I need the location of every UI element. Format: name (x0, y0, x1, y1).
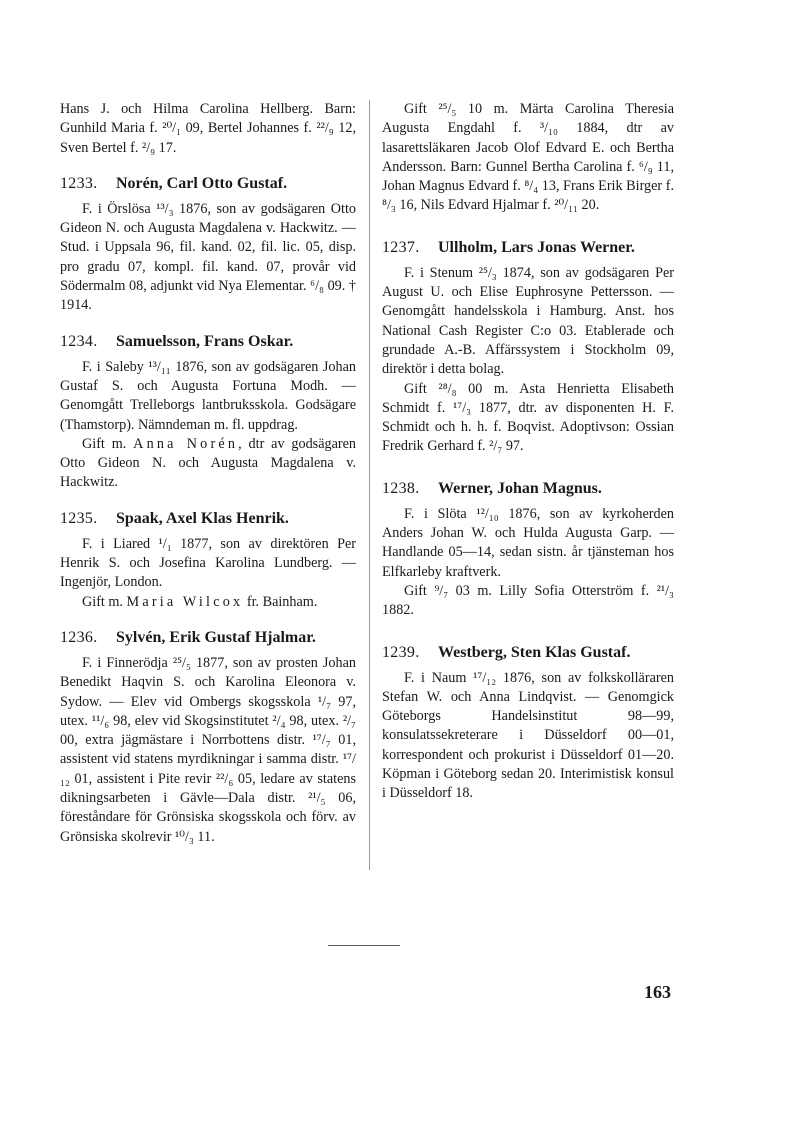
entry-paragraph: F. i Saleby ¹³/₁₁ 1876, son av godsägaren Johan Gustaf S. och Augusta Fortuna Modh. — Genomgått Trelleborgs lantbruksskola. Godsägare (Thamstorp). Nämndeman m. fl. uppdrag. (60, 358, 356, 433)
continued-entry-text: Hans J. och Hilma Carolina Hellberg. Barn: Gunhild Maria f. ²⁰/₁ 09, Bertel Johannes f. ²²/₉ 12, Sven Bertel f. ²/₉ 17. (60, 101, 356, 156)
entry-1236 (60, 628, 356, 847)
entry-name: Westberg, Sten Klas Gustaf. (438, 643, 631, 661)
entry-number: 1233. (60, 174, 98, 192)
marriage-prefix: Gift m. (82, 435, 134, 452)
entry-heading (60, 174, 356, 194)
marriage-paragraph: Gift ²⁸/₈ 00 m. Asta Henrietta Elisabeth Schmidt f. ¹⁷/₃ 1877, dtr. av disponenten H. F. Schmidt och h. h. f. Boqvist. Adoptivson: Ossian Fredrik Gerhard f. ²/₇ 97. (382, 380, 674, 455)
marriage-paragraph (60, 435, 356, 493)
entry-heading (382, 479, 674, 499)
entry-1238 (382, 479, 674, 621)
marriage-paragraph (60, 593, 356, 612)
entry-heading (60, 332, 356, 352)
left-column (60, 100, 356, 847)
marriage-prefix: Gift m. (82, 593, 127, 610)
entry-heading (60, 509, 356, 529)
page-number: 163 (644, 982, 671, 1002)
marriage-details: , dtr av godsägaren Otto Gideon N. och Augusta Magdalena v. Hackwitz. (60, 435, 356, 491)
entry-number: 1234. (60, 332, 98, 350)
right-column (382, 100, 674, 804)
entry-1233 (60, 174, 356, 316)
entry-number: 1235. (60, 509, 98, 527)
entry-heading (382, 643, 674, 663)
entry-1239 (382, 643, 674, 804)
entry-1235 (60, 509, 356, 612)
entry-number: 1238. (382, 479, 420, 497)
marriage-paragraph: Gift ⁹/₇ 03 m. Lilly Sofia Otterström f. ²¹/₃ 1882. (382, 582, 674, 619)
entry-number: 1239. (382, 643, 420, 661)
entry-name: Sylvén, Erik Gustaf Hjalmar. (116, 628, 316, 646)
end-rule (328, 945, 400, 946)
entry-paragraph: F. i Örslösa ¹³/₃ 1876, son av godsägaren Otto Gideon N. och Augusta Magdalena v. Hackwitz. — Stud. i Uppsala 96, fil. kand. 02, fil. lic. 05, disp. pro gradu 07, kompl. fil. kand. 07, provår vid Södermalm 08, adjunkt vid Nya Elementar. ⁶/₈ 09. † 1914. (60, 200, 356, 314)
spouse-name: Maria Wilcox (126, 593, 244, 610)
entry-heading (382, 238, 674, 258)
entry-1237 (382, 238, 674, 457)
entry-1234 (60, 332, 356, 493)
entry-name: Spaak, Axel Klas Henrik. (116, 509, 289, 527)
entry-paragraph: F. i Stenum ²⁵/₃ 1874, son av godsägaren Per August U. och Elise Euphrosyne Pettersson. — Genomgått handelsskola i Hamburg. Anst. hos National Cash Register C:o 03. Etablerade och grundade A.-B. Affärssystem i Stockholm 09, direktör i detta bolag. (382, 264, 674, 378)
entry-name: Werner, Johan Magnus. (438, 479, 602, 497)
entry-name: Norén, Carl Otto Gustaf. (116, 174, 288, 192)
entry-name: Ullholm, Lars Jonas Werner. (438, 238, 635, 256)
entry-number: 1237. (382, 238, 420, 256)
entry-name: Samuelsson, Frans Oskar. (116, 332, 294, 350)
continued-entry-text: Gift ²⁵/₅ 10 m. Märta Carolina Theresia Augusta Engdahl f. ³/₁₀ 1884, dtr av lasarettsläkaren Jacob Olof Edvard E. och Bertha Andersson. Barn: Gunnel Bertha Carolina f. ⁶/₉ 11, Johan Magnus Edvard f. ⁸/₄ 13, Frans Erik Birger f. ⁸/₃ 16, Nils Edvard Hjalmar f. ²⁰/₁₁ 20. (382, 101, 674, 214)
entry-paragraph: F. i Finnerödja ²⁵/₅ 1877, son av prosten Johan Benedikt Haqvin S. och Karolina Eleonora v. Sydow. — Elev vid Ombergs skogsskola ¹/₇ 97, utex. ¹¹/₆ 98, elev vid Skogsinstitutet ²/₄ 98, utex. ²/₇ 00, extra jägmästare i Norrbottens distr. ¹⁷/₇ 01, assistent vid statens myrdikningar i samma distr. ¹⁷/₁₂ 01, assistent i Pite revir ²²/₆ 05, ledare av statens dikningsarbeten i Gävle—Dala distr. ²¹/₅ 06, föreståndare för Grönsiska skogsskola och förv. av Grönsiska skolrevir ¹⁰/₃ 11. (60, 654, 356, 845)
entry-paragraph: F. i Liared ¹/₁ 1877, son av direktören Per Henrik S. och Josefina Karolina Lundberg. — Ingenjör, London. (60, 535, 356, 591)
entry-paragraph: F. i Slöta ¹²/₁₀ 1876, son av kyrkoherden Anders Johan W. och Hulda Augusta Garp. — Handlande 05—14, sedan sistn. år tjänsteman hos Elfkarleby kraftverk. (382, 505, 674, 580)
entry-paragraph: F. i Naum ¹⁷/₁₂ 1876, son av folkskolläraren Stefan W. och Anna Lindqvist. — Genomgick Göteborgs Handelsinstitut 98—99, konsulatssekreterare i Düsseldorf 00—01, korrespondent och prokurist i Düsseldorf 01—20. Köpman i Göteborg sedan 20. Interimistisk konsul i Düsseldorf 18. (382, 669, 674, 802)
marriage-details: fr. Bainham. (243, 593, 318, 610)
entry-number: 1236. (60, 628, 98, 646)
column-divider (369, 100, 370, 870)
spouse-name: Anna Norén (133, 435, 239, 452)
entry-heading (60, 628, 356, 648)
